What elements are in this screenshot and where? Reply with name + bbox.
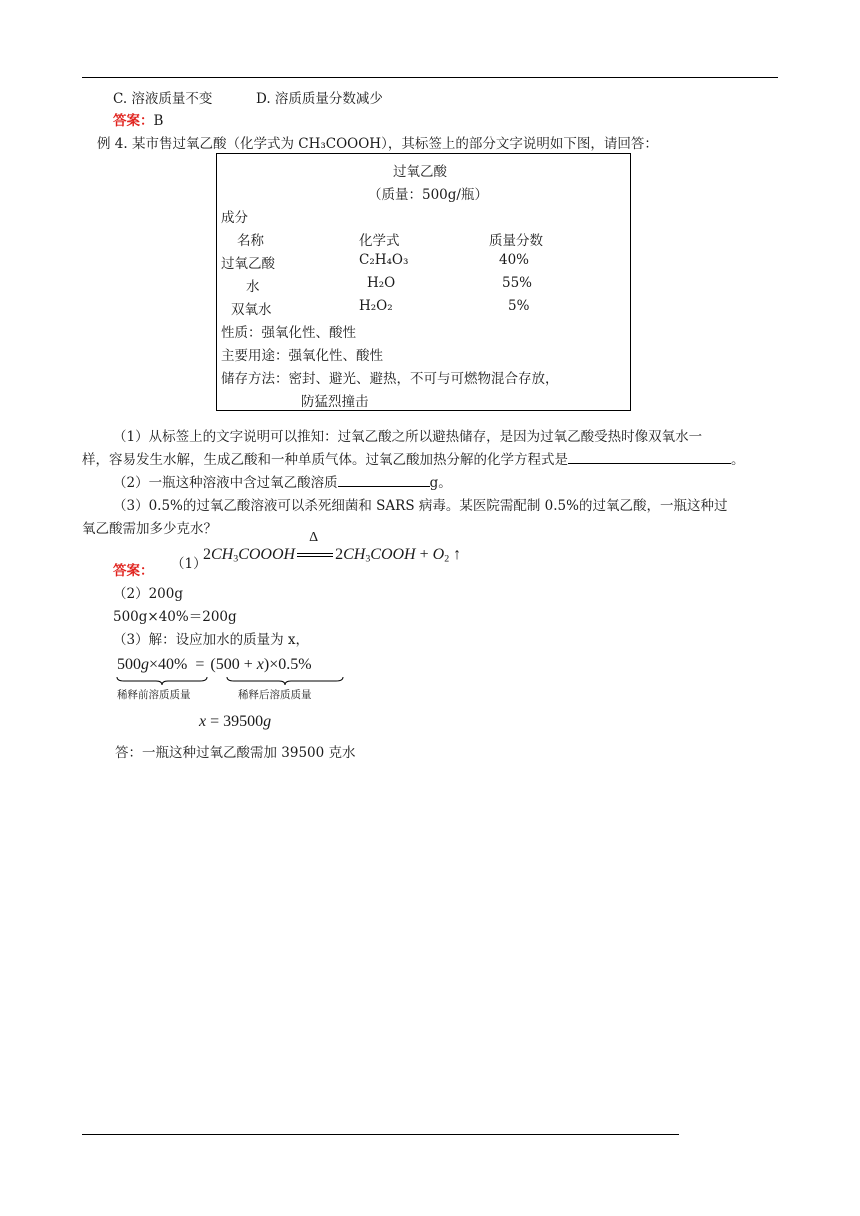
- question-3-line-1: （3）0.5%的过氧乙酸溶液可以杀死细菌和 SARS 病毒。某医院需配制 0.5%的过氧乙酸，一瓶这种过: [113, 498, 728, 514]
- conclusion: 答：一瓶这种过氧乙酸需加 39500 克水: [115, 745, 356, 761]
- dilution-equation: 500g×40% = (500 + x)×0.5%: [117, 656, 312, 673]
- under-label-right: 稀释后溶质质量: [238, 689, 312, 701]
- answer-2-calc: 500g×40%＝200g: [113, 609, 237, 625]
- label-title: 过氧乙酸: [393, 164, 447, 180]
- col-header-name: 名称: [237, 233, 264, 249]
- header-rule: [82, 77, 778, 78]
- answer-1: [113, 109, 163, 129]
- label-property: 性质：强氧化性、酸性: [221, 325, 356, 341]
- footer-rule: [82, 1134, 679, 1135]
- answer-2: （2）200g: [113, 586, 183, 602]
- row-name: 双氧水: [231, 302, 272, 318]
- question-3-line-2: 氧乙酸需加多少克水？: [82, 521, 217, 537]
- answer-label: 答案：: [113, 563, 154, 579]
- label-storage: 储存方法：密封、避光、避热，不可与可燃物混合存放，: [221, 371, 559, 387]
- label-storage-cont: 防猛烈撞击: [301, 394, 369, 410]
- question-1-line-1: （1）从标签上的文字说明可以推知：过氧乙酸之所以避热储存，是因为过氧乙酸受热时像双氧水一: [113, 429, 703, 445]
- label-section: 成分: [221, 210, 248, 226]
- row-fraction: 40%: [499, 252, 530, 268]
- row-name: 过氧乙酸: [221, 256, 275, 272]
- answer-value: B: [153, 113, 164, 129]
- row-formula: C₂H₄O₃: [359, 252, 409, 268]
- underbrace-left: [116, 676, 208, 686]
- row-fraction: 55%: [502, 275, 533, 291]
- result-equation: x = 39500g: [199, 713, 272, 730]
- example-intro: 例 4. 某市售过氧乙酸（化学式为 CH₃COOOH），其标签上的部分文字说明如下图，请回答：: [97, 136, 658, 152]
- answer-blank: [568, 451, 731, 464]
- option-c: C. 溶液质量不变: [113, 91, 213, 107]
- row-fraction: 5%: [508, 298, 530, 314]
- underbrace-right: [226, 676, 344, 686]
- answer-3: （3）解：设应加水的质量为 x，: [113, 632, 309, 648]
- label-subtitle: （质量：500g/瓶）: [368, 187, 488, 203]
- eq-prefix: （1）: [171, 556, 207, 572]
- label-usage: 主要用途：强氧化性、酸性: [221, 348, 383, 364]
- row-formula: H₂O₂: [359, 298, 393, 314]
- col-header-fraction: 质量分数: [489, 233, 543, 249]
- row-name: 水: [246, 279, 260, 295]
- decomposition-equation: $2CH_3COOOH$ Δ $2CH_3COOH + O_2$ ↑: [203, 530, 462, 565]
- answer-blank: [338, 474, 430, 487]
- col-header-formula: 化学式: [359, 233, 400, 249]
- option-d: D. 溶质质量分数减少: [256, 91, 383, 107]
- under-label-left: 稀释前溶质质量: [117, 689, 191, 701]
- product-label-box: [216, 153, 631, 411]
- row-formula: H₂O: [367, 275, 396, 291]
- answer-label: 答案：: [113, 113, 154, 129]
- question-1-line-2: 样，容易发生水解，生成乙酸和一种单质气体。过氧乙酸加热分解的化学方程式是 。: [82, 452, 745, 468]
- question-2: （2）一瓶这种溶液中含过氧乙酸溶质 g。: [113, 475, 452, 491]
